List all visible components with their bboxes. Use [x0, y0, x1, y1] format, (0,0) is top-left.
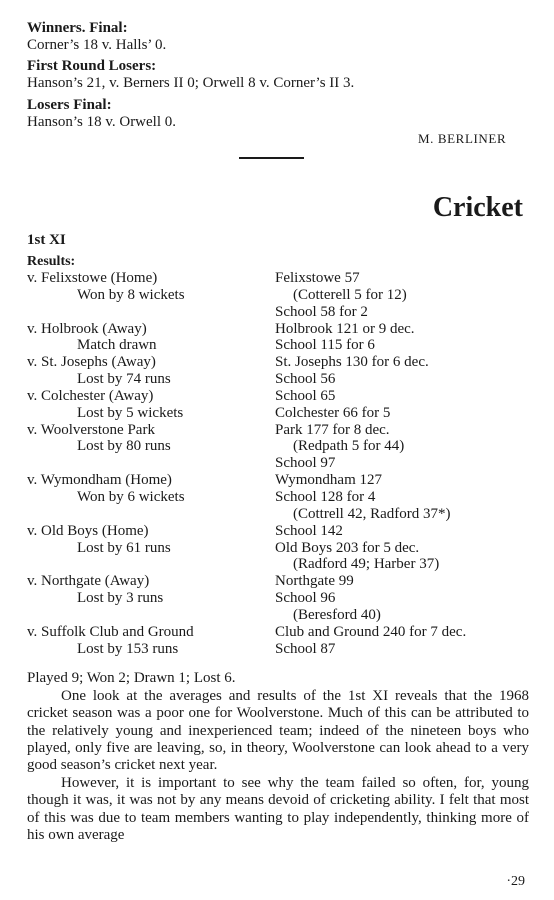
winners-final-section: [27, 20, 532, 54]
match-opponent: v. Old Boys (Home): [27, 522, 149, 539]
match-result: Lost by 5 wickets: [77, 404, 184, 421]
section-divider: [239, 157, 304, 159]
match-result: Lost by 61 runs: [77, 539, 171, 556]
match-result: Lost by 153 runs: [77, 640, 179, 657]
score-line: School 58 for 2: [275, 303, 368, 320]
match-result: Lost by 80 runs: [77, 438, 171, 455]
match-result: Match drawn: [77, 337, 157, 354]
match-row: [27, 270, 527, 321]
score-line: School 87: [275, 640, 336, 657]
match-opponent: v. Northgate (Away): [27, 573, 150, 590]
score-line: Colchester 66 for 5: [275, 404, 391, 421]
score-line: Felixstowe 57: [275, 270, 360, 286]
score-line: School 97: [275, 455, 336, 472]
score-line: School 115 for 6: [275, 337, 375, 354]
match-row: [27, 388, 527, 422]
match-row: [27, 354, 527, 388]
score-line: School 65: [275, 387, 336, 404]
score-line: Club and Ground 240 for 7 dec.: [275, 623, 467, 640]
losers-final-text: Hanson’s 18 v. Orwell 0.: [27, 114, 177, 130]
match-opponent: v. Felixstowe (Home): [27, 270, 158, 286]
match-row: [27, 624, 527, 658]
score-line: Park 177 for 8 dec.: [275, 421, 390, 438]
score-line: Northgate 99: [275, 573, 354, 590]
match-result: Won by 6 wickets: [77, 488, 185, 505]
score-line: St. Josephs 130 for 6 dec.: [275, 354, 429, 371]
losers-final-heading: Losers Final:: [27, 97, 112, 113]
match-opponent: v. Woolverstone Park: [27, 421, 155, 438]
team-heading: 1st XI: [27, 232, 66, 248]
author-signature: M. BERLINER: [418, 131, 507, 146]
page-number: ·29: [506, 874, 525, 889]
first-round-losers-heading: First Round Losers:: [27, 58, 157, 74]
score-line: (Beresford 40): [293, 606, 381, 623]
score-line: (Redpath 5 for 44): [293, 438, 405, 455]
results-heading: Results:: [27, 254, 76, 269]
score-line: Old Boys 203 for 5 dec.: [275, 539, 420, 556]
first-round-losers-section: [27, 58, 532, 92]
body-paragraph: However, it is important to see why the team failed so often, for, young though it was, it was not by any means devoid of cricketing ability. I felt that most of this was due to team members wanting to play independently, thinking more of his own average: [27, 775, 529, 843]
match-opponent: v. Holbrook (Away): [27, 320, 147, 337]
score-line: (Cotterell 5 for 12): [293, 286, 407, 303]
match-row: [27, 321, 527, 355]
score-line: School 128 for 4: [275, 488, 376, 505]
section-title: Cricket: [432, 192, 523, 223]
score-line: Wymondham 127: [275, 472, 382, 489]
first-round-losers-text: Hanson’s 21, v. Berners II 0; Orwell 8 v. Corner’s II 3.: [27, 75, 355, 91]
match-result: Lost by 74 runs: [77, 371, 171, 388]
match-opponent: v. Wymondham (Home): [27, 472, 172, 489]
match-result: Won by 8 wickets: [77, 286, 185, 303]
match-row: [27, 472, 527, 523]
match-row: [27, 422, 527, 473]
body-paragraph: One look at the averages and results of the 1st XI reveals that the 1968 cricket season was a poor one for Woolverstone. Much of this can be attributed to the relatively young and inexperienced team; indeed of the nineteen boys who played, only five are leaving, so, in theory, Woolverstone can look ahead to a very good season’s cricket next year.: [27, 688, 529, 774]
match-opponent: v. Colchester (Away): [27, 387, 154, 404]
losers-final-section: [27, 97, 532, 131]
match-opponent: v. Suffolk Club and Ground: [27, 623, 194, 640]
score-line: Holbrook 121 or 9 dec.: [275, 320, 415, 337]
winners-final-heading: Winners. Final:: [27, 20, 128, 36]
score-line: School 96: [275, 590, 336, 607]
match-row: [27, 523, 527, 574]
results-list: [27, 270, 527, 657]
score-line: School 56: [275, 371, 336, 388]
score-line: School 142: [275, 522, 343, 539]
winners-final-text: Corner’s 18 v. Halls’ 0.: [27, 37, 167, 53]
match-row: [27, 573, 527, 624]
score-line: (Radford 49; Harber 37): [293, 556, 440, 573]
score-line: (Cottrell 42, Radford 37*): [293, 505, 451, 522]
season-summary: Played 9; Won 2; Drawn 1; Lost 6.: [27, 670, 236, 686]
match-opponent: v. St. Josephs (Away): [27, 354, 156, 371]
match-result: Lost by 3 runs: [77, 590, 164, 607]
